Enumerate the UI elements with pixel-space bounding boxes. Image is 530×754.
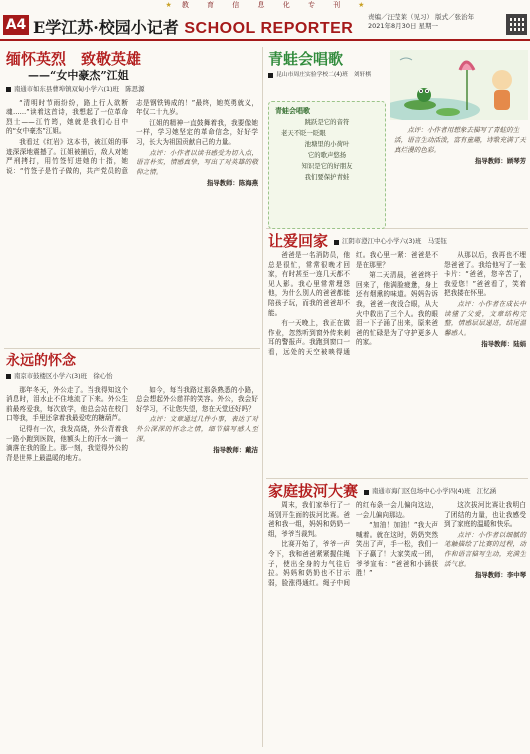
paragraph: 周末，我们家举行了一场别开生面的拔河比赛。爸爸和我一组，妈妈和奶奶一组，爷爷当裁判。 — [268, 501, 350, 538]
poem-title: 青蛙会唱歌 — [275, 107, 310, 115]
row-divider — [266, 478, 528, 479]
byline-text: 南京市鼓楼区小学六(3)班 徐心怡 — [14, 372, 113, 380]
teacher-comment: 点评：小作者以读书感受为切入点，语言朴实，情感真挚，写出了对英雄的敬仰之情。 — [136, 148, 258, 176]
poem-line: 我们要保护青蛙 — [304, 173, 350, 181]
qr-code-icon — [506, 14, 527, 35]
paragraph: 从那以后，我再也不埋怨爸爸了。我给他写了一张卡片：“爸爸，您辛苦了，我爱您！”爸爸看了，笑着把我搂在怀里。 — [444, 251, 526, 298]
poem-line: 池塘里的小荷叶 — [304, 140, 350, 148]
paragraph: “清明时节雨纷纷，路上行人欲断魂……”读着这首诗，我想起了一位革命烈士——江竹筠，她就是我们心目中的“女中豪杰”江姐。 — [6, 98, 128, 136]
teacher-name: 指导教师：陈海燕 — [206, 179, 258, 188]
paragraph: 我看过《红岩》这本书，被江姐的事迹深深地震撼了。江姐被捕后，敌人对她严刑拷打，用竹签钉进她的十指，她说：“竹签子是竹子做的，共产党员的意志是钢铁铸成的！”最终，她英勇就义，年仅二十九岁。 — [6, 98, 258, 175]
article-body — [268, 501, 526, 741]
editor-line: 责编／汪莹莱（见习） 版式／张治年 — [368, 13, 475, 21]
paragraph: 有一天晚上，我正在做作业，忽然听到窗外传来刺耳的警报声。我跑到窗口一看，远处的天空被映得通红。我心里一紧：爸爸是不是在那里？ — [268, 251, 438, 356]
editor-info — [368, 13, 504, 31]
teacher-name: 指导教师：戴洁 — [213, 446, 258, 455]
star-icon: ★ — [358, 0, 365, 9]
top-strip-title: 教 育 信 息 化 专 刊 — [181, 0, 349, 9]
article-body — [6, 99, 258, 339]
article-title: 青蛙会唱歌 — [268, 50, 344, 68]
article-byline — [268, 71, 388, 81]
article-title: 家庭拔河大赛 — [268, 482, 359, 500]
teacher-comment: 点评：小作者以细腻的笔触描绘了比赛的过程，动作和语言描写生动，充满生活气息。 — [444, 530, 526, 568]
article-heading — [268, 482, 526, 501]
article-title: 缅怀英烈 致敬英雄 — [6, 50, 142, 68]
column-divider — [262, 47, 263, 747]
square-bullet-icon — [364, 490, 369, 495]
teacher-name: 指导教师：陆娟 — [481, 340, 526, 349]
square-bullet-icon — [334, 240, 339, 245]
poem-box — [268, 101, 386, 229]
paragraph: 这次拔河比赛让我明白了团结的力量，也让我感受到了家庭的温暖和快乐。 — [444, 501, 526, 529]
paragraph: 江姐的精神一直鼓舞着我，我要像她一样，学习她坚定的革命信念，好好学习，长大为祖国贡献自己的力量。 — [136, 118, 258, 146]
row-divider — [4, 348, 260, 349]
byline-text: 江阴市澄江中心小学六(3)班 马雯钰 — [342, 237, 447, 246]
article-memory — [6, 352, 258, 746]
page-header — [0, 11, 530, 41]
teacher-comment: 点评：文章通过几件小事，表达了对外公深深的怀念之情，细节描写感人至深。 — [136, 415, 258, 443]
square-bullet-icon — [6, 374, 11, 379]
frog-pond-illustration — [390, 50, 528, 120]
section-name-en: SCHOOL REPORTER — [184, 20, 354, 37]
section-name-cn: E学江苏·校园小记者 — [33, 18, 179, 37]
paragraph: 爸爸是一名消防员，他总是很忙，常常很晚才回家，有时甚至一连几天都不见人影。我心里常常埋怨他，为什么别人的爸爸都能陪孩子玩，而我的爸爸却不能。 — [268, 251, 350, 317]
article-heroes — [6, 50, 258, 339]
paragraph: 那年冬天，外公走了。当我得知这个消息时，泪水止不住地流了下来。外公生前最疼爱我，每次放学，他总会站在校门口等我，手里还拿着我最爱吃的糖葫芦。 — [6, 385, 128, 423]
poem-line: 老天不眨一眨眼 — [281, 129, 326, 137]
teacher-comment: 点评：小作者用想象去描写了青蛙的生活，语言生动活泼，富有童趣，诗歌充满了天真烂漫的色彩。 — [394, 126, 526, 154]
article-subtitle: ——“女中豪杰”江姐 — [28, 69, 129, 82]
article-body — [268, 251, 526, 473]
poem-line: 知识是它的好朋友 — [301, 162, 353, 170]
paragraph: 比赛开始了，爷爷一声令下，我和爸爸紧紧握住绳子，使出全身的力气往后拉。妈妈和奶奶也不甘示弱，脸涨得通红。绳子中间的红布条一会儿偏向这边，一会儿偏向那边。 — [268, 501, 438, 587]
star-icon: ★ — [165, 0, 172, 9]
article-frog — [268, 50, 388, 85]
poem-comment — [394, 126, 526, 218]
paragraph: 第二天清晨，爸爸终于回来了，他满脸疲惫，身上还有烟熏的味道。妈妈告诉我，爸爸一夜没合眼，从大火中救出了三个人。我的眼泪一下子涌了出来，原来爸爸的忙碌是为了守护更多人的家。 — [356, 271, 438, 347]
article-byline — [6, 85, 258, 95]
article-byline — [334, 237, 447, 247]
paragraph: 记得有一次，我发高烧，外公背着我一路小跑到医院，他额头上的汗水一滴一滴落在我的脸上。那一刻，我觉得外公的背是世界上最温暖的地方。 — [6, 424, 128, 462]
article-body — [6, 386, 258, 746]
byline-text: 南通市海门区包场中心小学四(4)班 江忆涵 — [372, 487, 497, 496]
article-byline — [6, 372, 258, 382]
byline-text: 南通市如东县曹埠镇双甸小学六(1)班 陈思源 — [14, 85, 145, 93]
article-love-home — [268, 232, 526, 473]
article-tug-of-war — [268, 482, 526, 741]
date-line: 2021年8月30日 星期一 — [368, 22, 439, 30]
paragraph: 如今，每当我路过那条熟悉的小路，总会想起外公慈祥的笑容。外公，我会好好学习，不让您失望，您在天堂还好吗？ — [136, 385, 258, 413]
teacher-name: 指导教师：李中琴 — [474, 571, 526, 580]
poem-line: 跳跃是它的音符 — [304, 118, 350, 126]
section-number: A4 — [3, 15, 29, 35]
section-name — [33, 15, 353, 38]
teacher-name: 指导教师：顾琴芳 — [474, 157, 526, 166]
article-title: 让爱回家 — [268, 232, 329, 250]
article-byline — [364, 487, 496, 497]
article-title: 永远的怀念 — [6, 353, 76, 369]
byline-text: 昆山市周庄实验学校二(4)班 刘轩棋 — [276, 72, 372, 78]
poem-line: 它的歌声悠扬 — [307, 151, 347, 159]
square-bullet-icon — [6, 87, 11, 92]
teacher-comment: 点评：小作者在成长中读懂了父爱，文章结构完整，情感层层递进，结尾温馨感人。 — [444, 299, 526, 337]
paragraph: “加油！加油！”我大声喊着。就在这时，奶奶突然笑出了声，手一松，我们一下子赢了！大家笑成一团，爷爷宣布：“爸爸和小涵获胜！” — [356, 521, 438, 578]
square-bullet-icon — [268, 73, 273, 78]
article-heading — [268, 232, 526, 251]
top-strip — [0, 0, 530, 9]
